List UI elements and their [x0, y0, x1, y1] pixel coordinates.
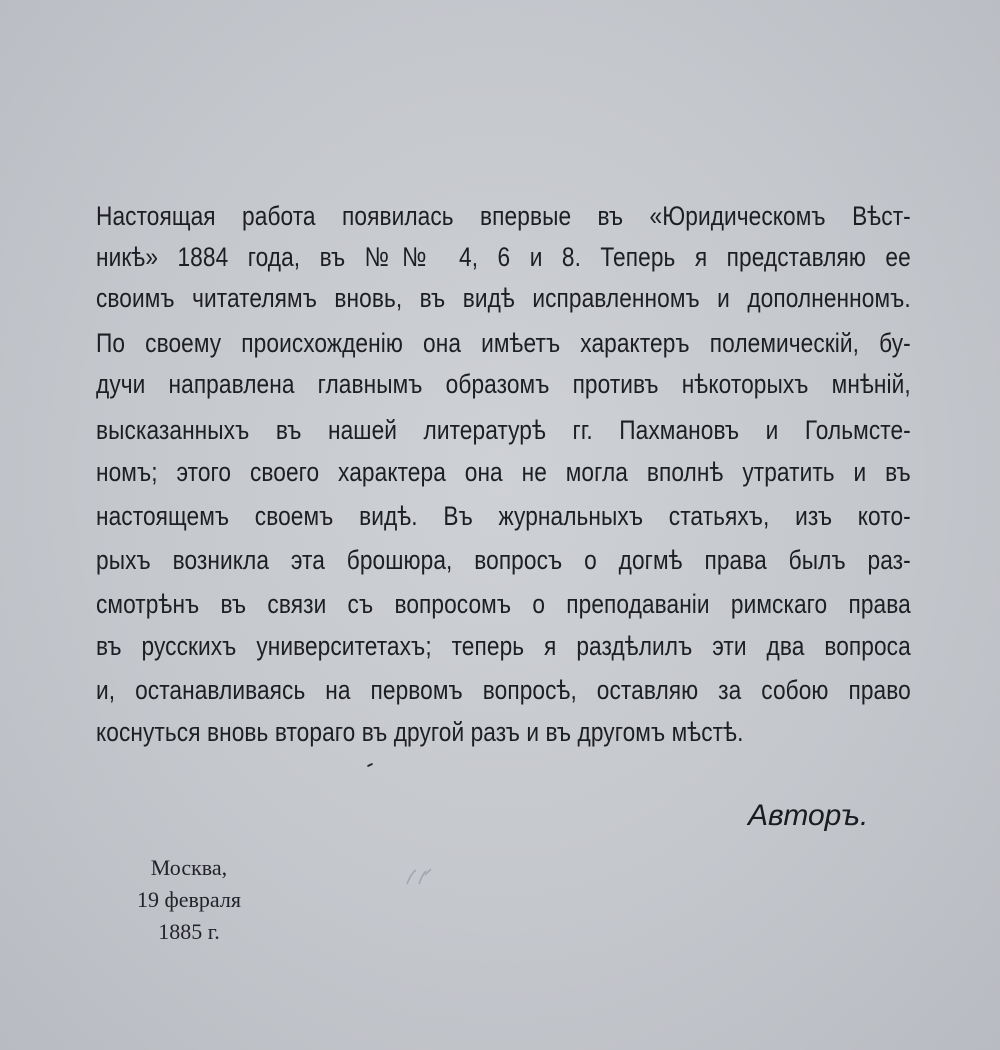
preface-line: номъ; этого своего характера она не могла вполнѣ утратить и въ — [96, 457, 911, 487]
preface-line: никѣ» 1884 года, въ №№ 4, 6 и 8. Теперь я представляю ее — [96, 242, 911, 272]
preface-line: въ русскихъ университетахъ; теперь я раздѣлилъ эти два вопроса — [96, 631, 911, 661]
preface-line: рыхъ возникла эта брошюра, вопросъ о догмѣ права былъ раз- — [96, 545, 911, 575]
place-and-date — [114, 852, 264, 948]
author-signature: Авторъ. — [748, 799, 869, 832]
city: Москва, — [150, 855, 228, 880]
date: 19 февраля — [137, 887, 241, 912]
pencil-mark-icon — [404, 866, 434, 888]
preface-line: и, останавливаясь на первомъ вопросѣ, оставляю за собою право — [96, 675, 911, 705]
preface-line: высказанныхъ въ нашей литературѣ гг. Пахмановъ и Гольмсте- — [96, 415, 911, 445]
preface-line: По своему происхожденію она имѣетъ характеръ полемическій, бу- — [96, 328, 911, 358]
year: 1885 г. — [158, 919, 220, 944]
ink-speck — [367, 763, 373, 767]
preface-line: настоящемъ своемъ видѣ. Въ журнальныхъ статьяхъ, изъ кото- — [96, 501, 911, 531]
preface-line: Настоящая работа появилась впервые въ «Юридическомъ Вѣст- — [96, 201, 911, 231]
preface-line-last: коснуться вновь втораго въ другой разъ и въ другомъ мѣстѣ. — [96, 717, 744, 747]
preface-line: смотрѣнъ въ связи съ вопросомъ о преподаваніи римскаго права — [96, 589, 911, 619]
preface-line: своимъ читателямъ вновь, въ видѣ исправленномъ и дополненномъ. — [96, 283, 911, 313]
preface-line: дучи направлена главнымъ образомъ противъ нѣкоторыхъ мнѣній, — [96, 369, 911, 399]
